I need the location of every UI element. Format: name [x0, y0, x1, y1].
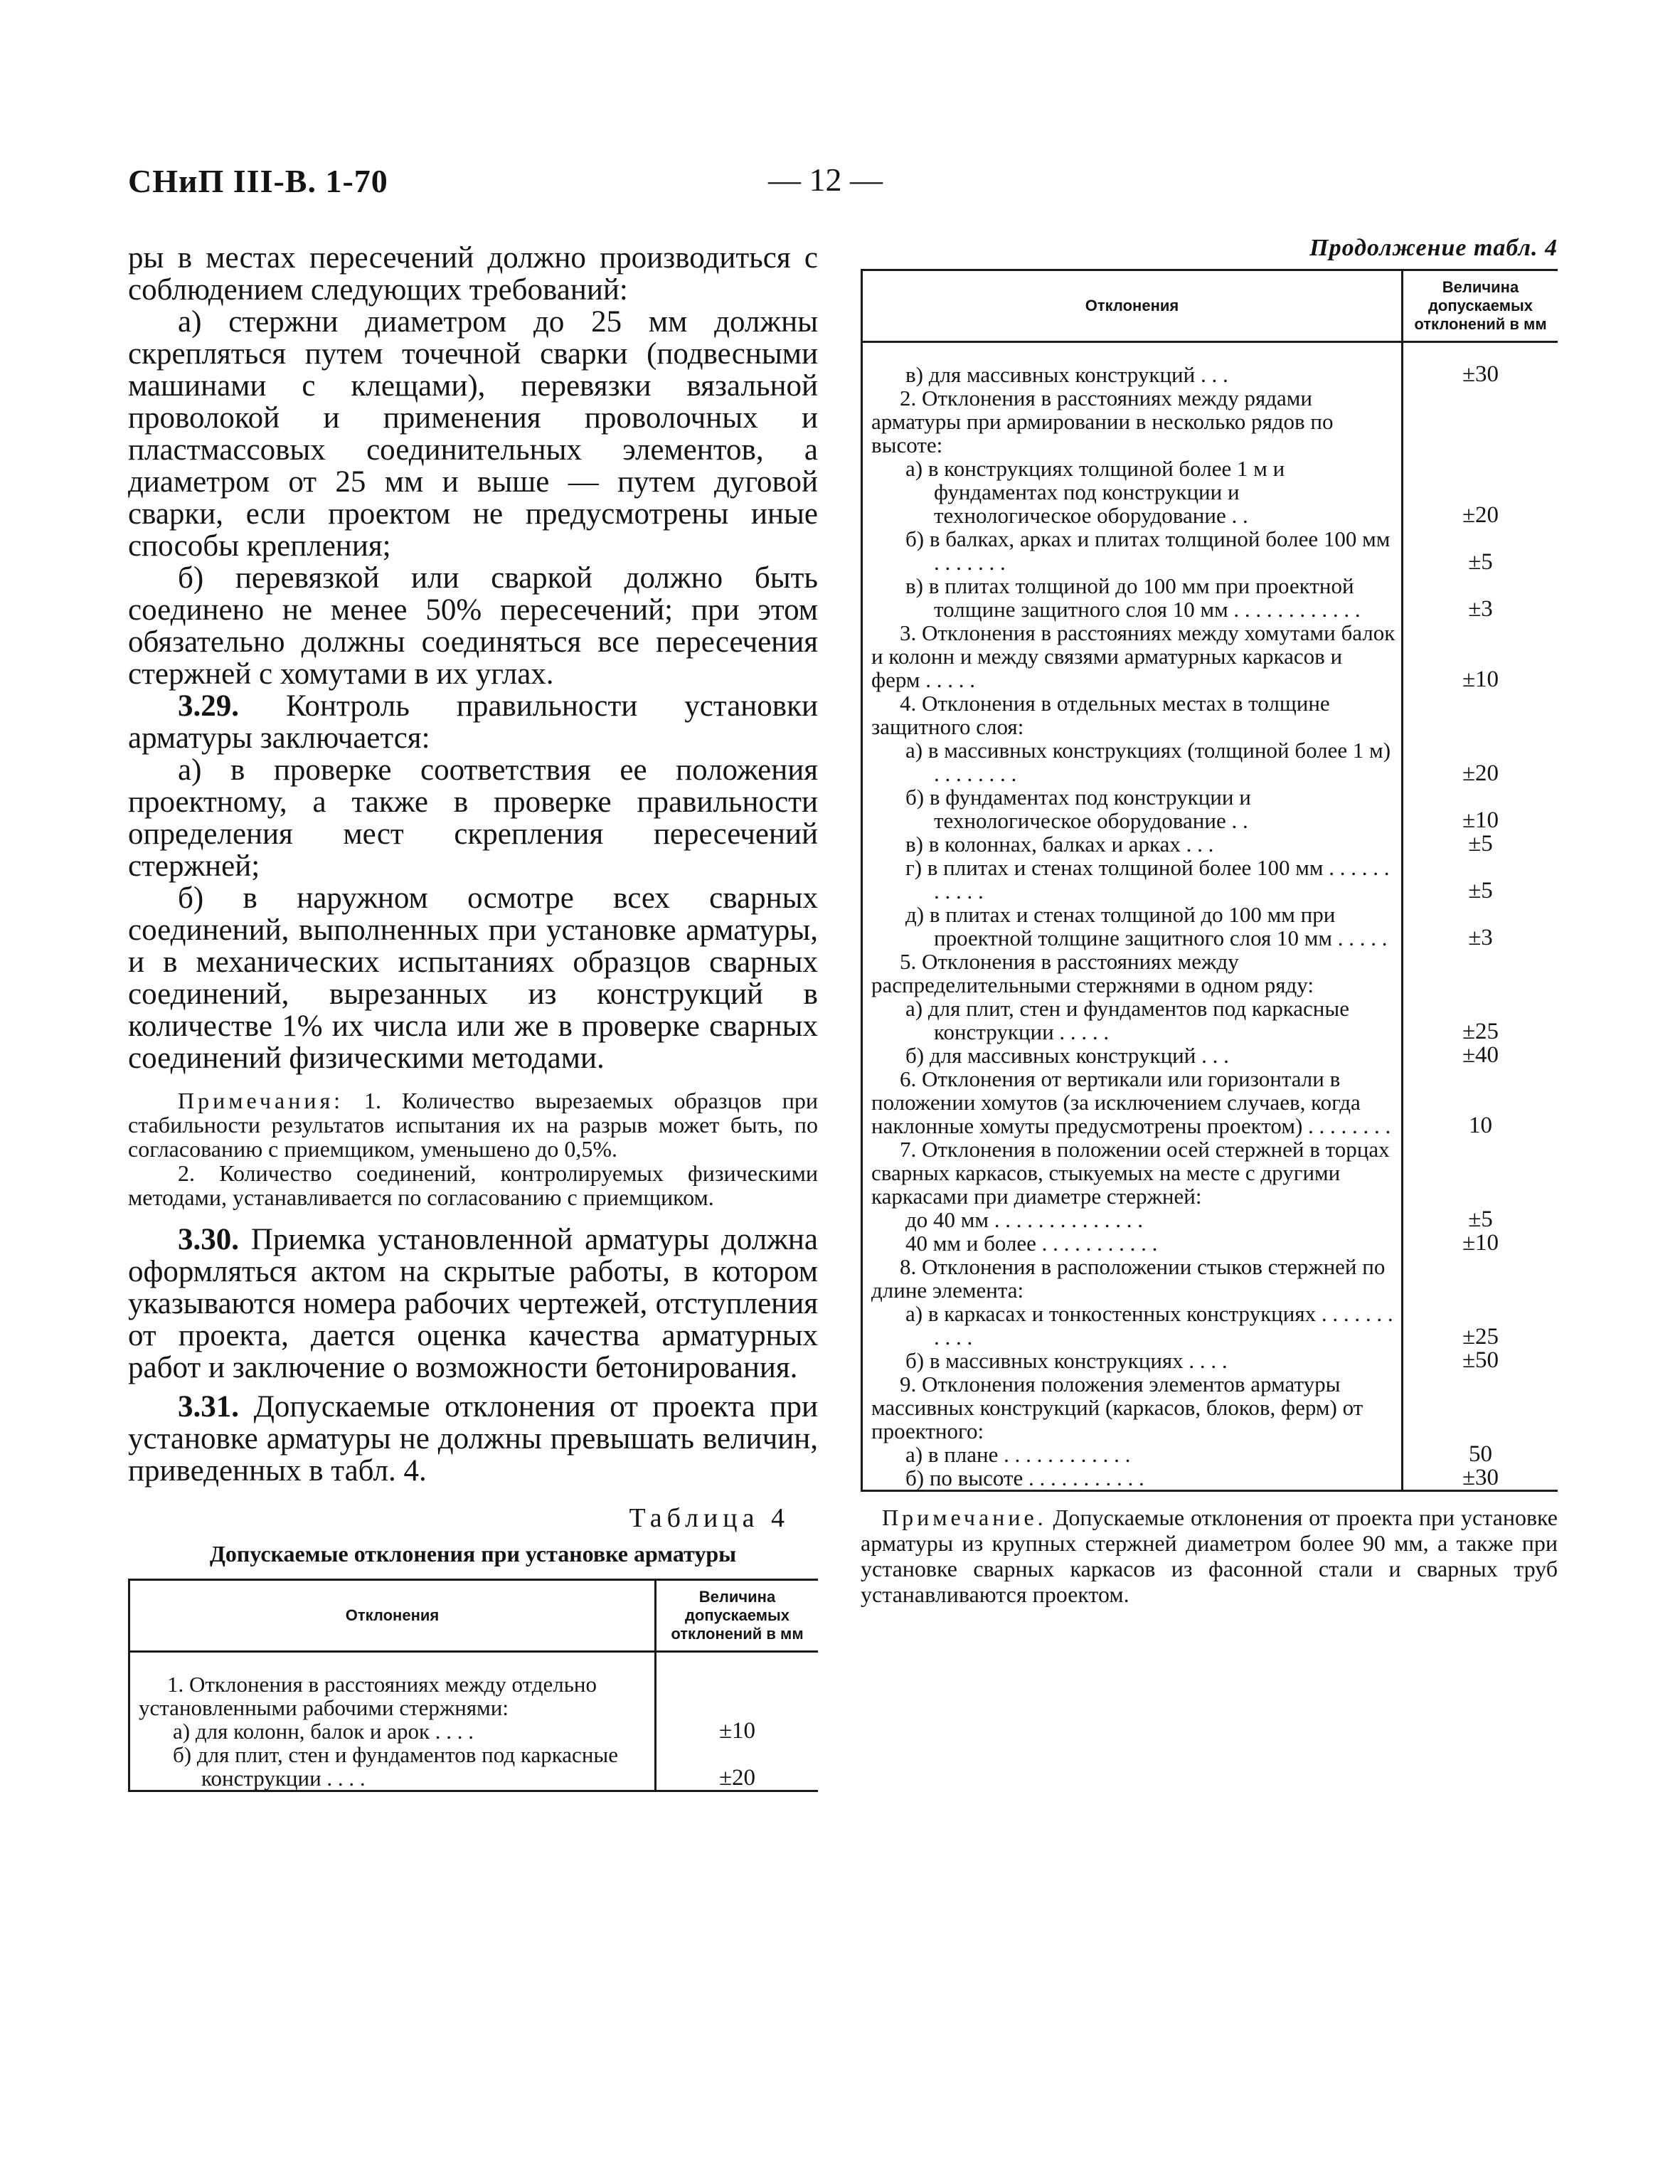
table-row	[862, 363, 1558, 386]
table-cell-text: а) в плане . . . . . . . . . . . .	[862, 1443, 1403, 1466]
table-row	[862, 832, 1558, 856]
table-row	[862, 1372, 1558, 1443]
paragraph-329-b: б) в наружном осмотре всех сварных соединений, выполненных при установке арматуры, и в механических испытаниях образцов сварных соединений, вырезанных из конструкций в количестве 1% их числа или же в проверке сварных соединений физическими методами.	[128, 881, 818, 1075]
table-cell-text: а) для колонн, балок и арок . . . .	[129, 1719, 656, 1743]
table-cell-text: б) в балках, арках и плитах толщиной более 100 мм . . . . . . .	[862, 527, 1403, 574]
deviation-table-part1	[128, 1579, 818, 1792]
table-row	[862, 785, 1558, 832]
note-label: Примечания:	[178, 1088, 344, 1113]
clause-3-31	[128, 1391, 818, 1487]
table-cell-text: а) для плит, стен и фундаментов под каркасные конструкции . . . . .	[862, 997, 1403, 1044]
table-cell-text: 8. Отклонения в расположении стыков стержней по длине элемента:	[862, 1255, 1403, 1302]
table-cell-text: 9. Отклонения положения элементов арматуры массивных конструкций (каркасов, блоков, ферм) от проектного:	[862, 1372, 1403, 1443]
table-cell-value	[1403, 1138, 1558, 1208]
table-row	[129, 1743, 819, 1791]
table-cell-value: ±50	[1462, 1347, 1499, 1373]
note-label: Примечание.	[882, 1505, 1047, 1530]
table-cell-value	[1403, 1372, 1558, 1443]
table-cell-value: ±20	[718, 1765, 756, 1791]
table-cell-value: ±5	[1468, 831, 1493, 857]
table-row	[862, 386, 1558, 457]
table-row	[862, 1231, 1558, 1255]
table-cell-text: д) в плитах и стенах толщиной до 100 мм при проектной толщине защитного слоя 10 мм . . . . .	[862, 903, 1403, 950]
table-cell-text: б) по высоте . . . . . . . . . . .	[862, 1466, 1403, 1491]
table-row	[862, 527, 1558, 574]
note-1-text: 1. Количество вырезаемых образцов при стабильности результатов испытания их на разрыв может быть, по согласованию с приемщиком, уменьшено до 0,5%.	[128, 1088, 819, 1162]
table-row	[862, 691, 1558, 738]
table-cell-text: б) в массивных конструкциях . . . .	[862, 1349, 1403, 1372]
table-cell-value	[1403, 691, 1558, 738]
table-row	[862, 1138, 1558, 1208]
clause-text: Допускаемые отклонения от проекта при установке арматуры не должны превышать величин, приведенных в табл. 4.	[128, 1390, 818, 1488]
table-row	[862, 621, 1558, 691]
table-cell-text: а) в массивных конструкциях (толщиной более 1 м) . . . . . . . .	[862, 738, 1403, 785]
clause-3-29	[128, 690, 818, 754]
table-row	[862, 574, 1558, 621]
table-cell-value: ±5	[1468, 1207, 1493, 1232]
column-header-value: Величина допускаемых отклонений в мм	[1403, 270, 1558, 342]
table-cell-text	[129, 1652, 656, 1673]
table-cell-value	[1403, 1255, 1558, 1302]
note-2: 2. Количество соединений, контролируемых физическими методами, устанавливается по согласованию с приемщиком.	[128, 1160, 818, 1210]
clause-number: 3.29.	[178, 689, 239, 723]
table-cell-value: ±10	[1462, 807, 1499, 833]
table-title: Допускаемые отклонения при установке арматуры	[209, 1541, 737, 1567]
table-cell-text: 40 мм и более . . . . . . . . . . .	[862, 1231, 1403, 1255]
table-cell-text: в) в колоннах, балках и арках . . .	[862, 832, 1403, 856]
table-cell-text: 7. Отклонения в положении осей стержней в торцах сварных каркасов, стыкуемых на месте с другими каркасами при диаметре стержней:	[862, 1138, 1403, 1208]
table-cell-value: 10	[1469, 1113, 1492, 1138]
table-cell-value: ±3	[1468, 925, 1493, 950]
left-column	[128, 242, 818, 1792]
table-cell-text: 2. Отклонения в расстояниях между рядами арматуры при армировании в несколько рядов по высоте:	[862, 386, 1403, 457]
paragraph-intro: ры в местах пересечений должно производиться с соблюдением следующих требований:	[128, 241, 818, 307]
table-cell-text: а) в конструкциях толщиной более 1 м и фундаментах под конструкции и технологическое оборудование . .	[862, 457, 1403, 527]
table-cell-value: 50	[1469, 1441, 1492, 1467]
note-text: Допускаемые отклонения от проекта при установке арматуры из крупных стержней диаметром более 90 мм, а также при установке сварных каркасов из фасонной стали и сварных труб устанавливаются проектом.	[861, 1505, 1558, 1607]
table-cell-text: 4. Отклонения в отдельных местах в толщине защитного слоя:	[862, 691, 1403, 738]
table-row	[862, 738, 1558, 785]
table-row	[862, 950, 1558, 997]
paragraph-item-a: а) стержни диаметром до 25 мм должны скрепляться путем точечной сварки (подвесными машинами с клещами), перевязки вязальной проволокой и применения проволочных и пластмассовых соединительных элементов, а диаметром от 25 мм и выше — путем дуговой сварки, если проектом не предусмотрены иные способы крепления;	[128, 305, 818, 563]
table-row	[862, 1443, 1558, 1466]
table-row	[862, 1302, 1558, 1349]
table-caption: Таблица 4	[629, 1503, 790, 1533]
table-cell-value: ±5	[1468, 878, 1493, 903]
paragraph-329-a: а) в проверке соответствия ее положения проектному, а также в проверке правильности определения мест скрепления пересечений стержней;	[128, 753, 818, 883]
page-number: — 12 —	[768, 161, 883, 198]
table-cell-text: 1. Отклонения в расстояниях между отдельно установленными рабочими стержнями:	[129, 1673, 656, 1719]
table-cell-value	[656, 1673, 819, 1719]
table-row	[862, 1349, 1558, 1372]
table-cell-text: б) для плит, стен и фундаментов под каркасные конструкции . . . .	[129, 1743, 656, 1791]
table-cell-text: до 40 мм . . . . . . . . . . . . . .	[862, 1208, 1403, 1231]
table-cell-text	[1403, 342, 1558, 364]
table-cell-text: 5. Отклонения в расстояниях между распределительными стержнями в одном ряду:	[862, 950, 1403, 997]
table-cell-text: а) в каркасах и тонкостенных конструкциях . . . . . . . . . . .	[862, 1302, 1403, 1349]
table-cell-value: ±20	[1462, 760, 1499, 786]
table-cell-text	[862, 342, 1403, 364]
clause-text: Контроль правильности установки арматуры заключается:	[128, 689, 819, 755]
table-cell-text: 3. Отклонения в расстояниях между хомутами балок и колонн и между связями арматурных каркасов и ферм . . . . .	[862, 621, 1403, 691]
table-row	[862, 997, 1558, 1044]
clause-number: 3.30.	[178, 1223, 239, 1256]
table-cell-value: ±40	[1462, 1042, 1499, 1068]
table-cell-value: ±5	[1468, 549, 1493, 575]
table-row	[862, 856, 1558, 903]
table-row	[862, 1067, 1558, 1138]
table-note	[861, 1505, 1558, 1607]
table-cell-value: ±10	[718, 1718, 756, 1744]
table-continuation-caption: Продолжение табл. 4	[1309, 235, 1558, 261]
table-cell-text: г) в плитах и стенах толщиной более 100 мм . . . . . . . . . . .	[862, 856, 1403, 903]
table-row	[862, 1208, 1558, 1231]
table-row	[862, 903, 1558, 950]
table-cell-value	[1403, 950, 1558, 997]
table-cell-value	[1403, 386, 1558, 457]
table-cell-text: в) для массивных конструкций . . .	[862, 363, 1403, 386]
clause-3-30	[128, 1224, 818, 1384]
table-cell-text	[656, 1652, 819, 1673]
table-cell-value: ±10	[1462, 1230, 1499, 1256]
note-1	[128, 1088, 818, 1161]
deviation-table-part2	[861, 269, 1558, 1492]
table-cell-text: б) в фундаментах под конструкции и технологическое оборудование . .	[862, 785, 1403, 832]
table-row	[862, 1044, 1558, 1067]
table-row	[129, 1719, 819, 1743]
clause-number: 3.31.	[178, 1390, 239, 1424]
paragraph-item-b: б) перевязкой или сваркой должно быть соединено не менее 50% пересечений; при этом обязательно должны соединяться все пересечения стержней с хомутами в их углах.	[128, 561, 818, 691]
table-cell-value: ±10	[1462, 667, 1499, 692]
table-cell-text: 6. Отклонения от вертикали или горизонтали в положении хомутов (за исключением случаев, когда наклонные хомуты предусмотрены проектом) . . . . . . . .	[862, 1067, 1403, 1138]
table-cell-value: ±20	[1462, 502, 1499, 528]
right-column	[861, 235, 1558, 1607]
table-cell-value: ±25	[1462, 1019, 1499, 1044]
table-cell-value: ±25	[1462, 1324, 1499, 1350]
table-cell-value: ±3	[1468, 596, 1493, 622]
column-header-value: Величина допускаемых отклонений в мм	[656, 1580, 819, 1652]
table-row	[862, 1466, 1558, 1491]
table-row	[862, 457, 1558, 527]
table-cell-text: б) для массивных конструкций . . .	[862, 1044, 1403, 1067]
clause-text: Приемка установленной арматуры должна оформляться актом на скрытые работы, в котором указываются номера рабочих чертежей, отступления от проекта, дается оценка качества арматурных работ и заключение о возможности бетонирования.	[128, 1223, 818, 1384]
table-row	[129, 1673, 819, 1719]
table-cell-value: ±30	[1462, 1465, 1499, 1490]
column-header-deviations: Отклонения	[862, 270, 1403, 342]
table-cell-text: в) в плитах толщиной до 100 мм при проектной толщине защитного слоя 10 мм . . . . . . . . . . . .	[862, 574, 1403, 621]
column-header-deviations: Отклонения	[129, 1580, 656, 1652]
document-code: СНиП III-В. 1-70	[128, 163, 388, 199]
table-cell-value: ±30	[1462, 361, 1499, 387]
table-row	[862, 1255, 1558, 1302]
